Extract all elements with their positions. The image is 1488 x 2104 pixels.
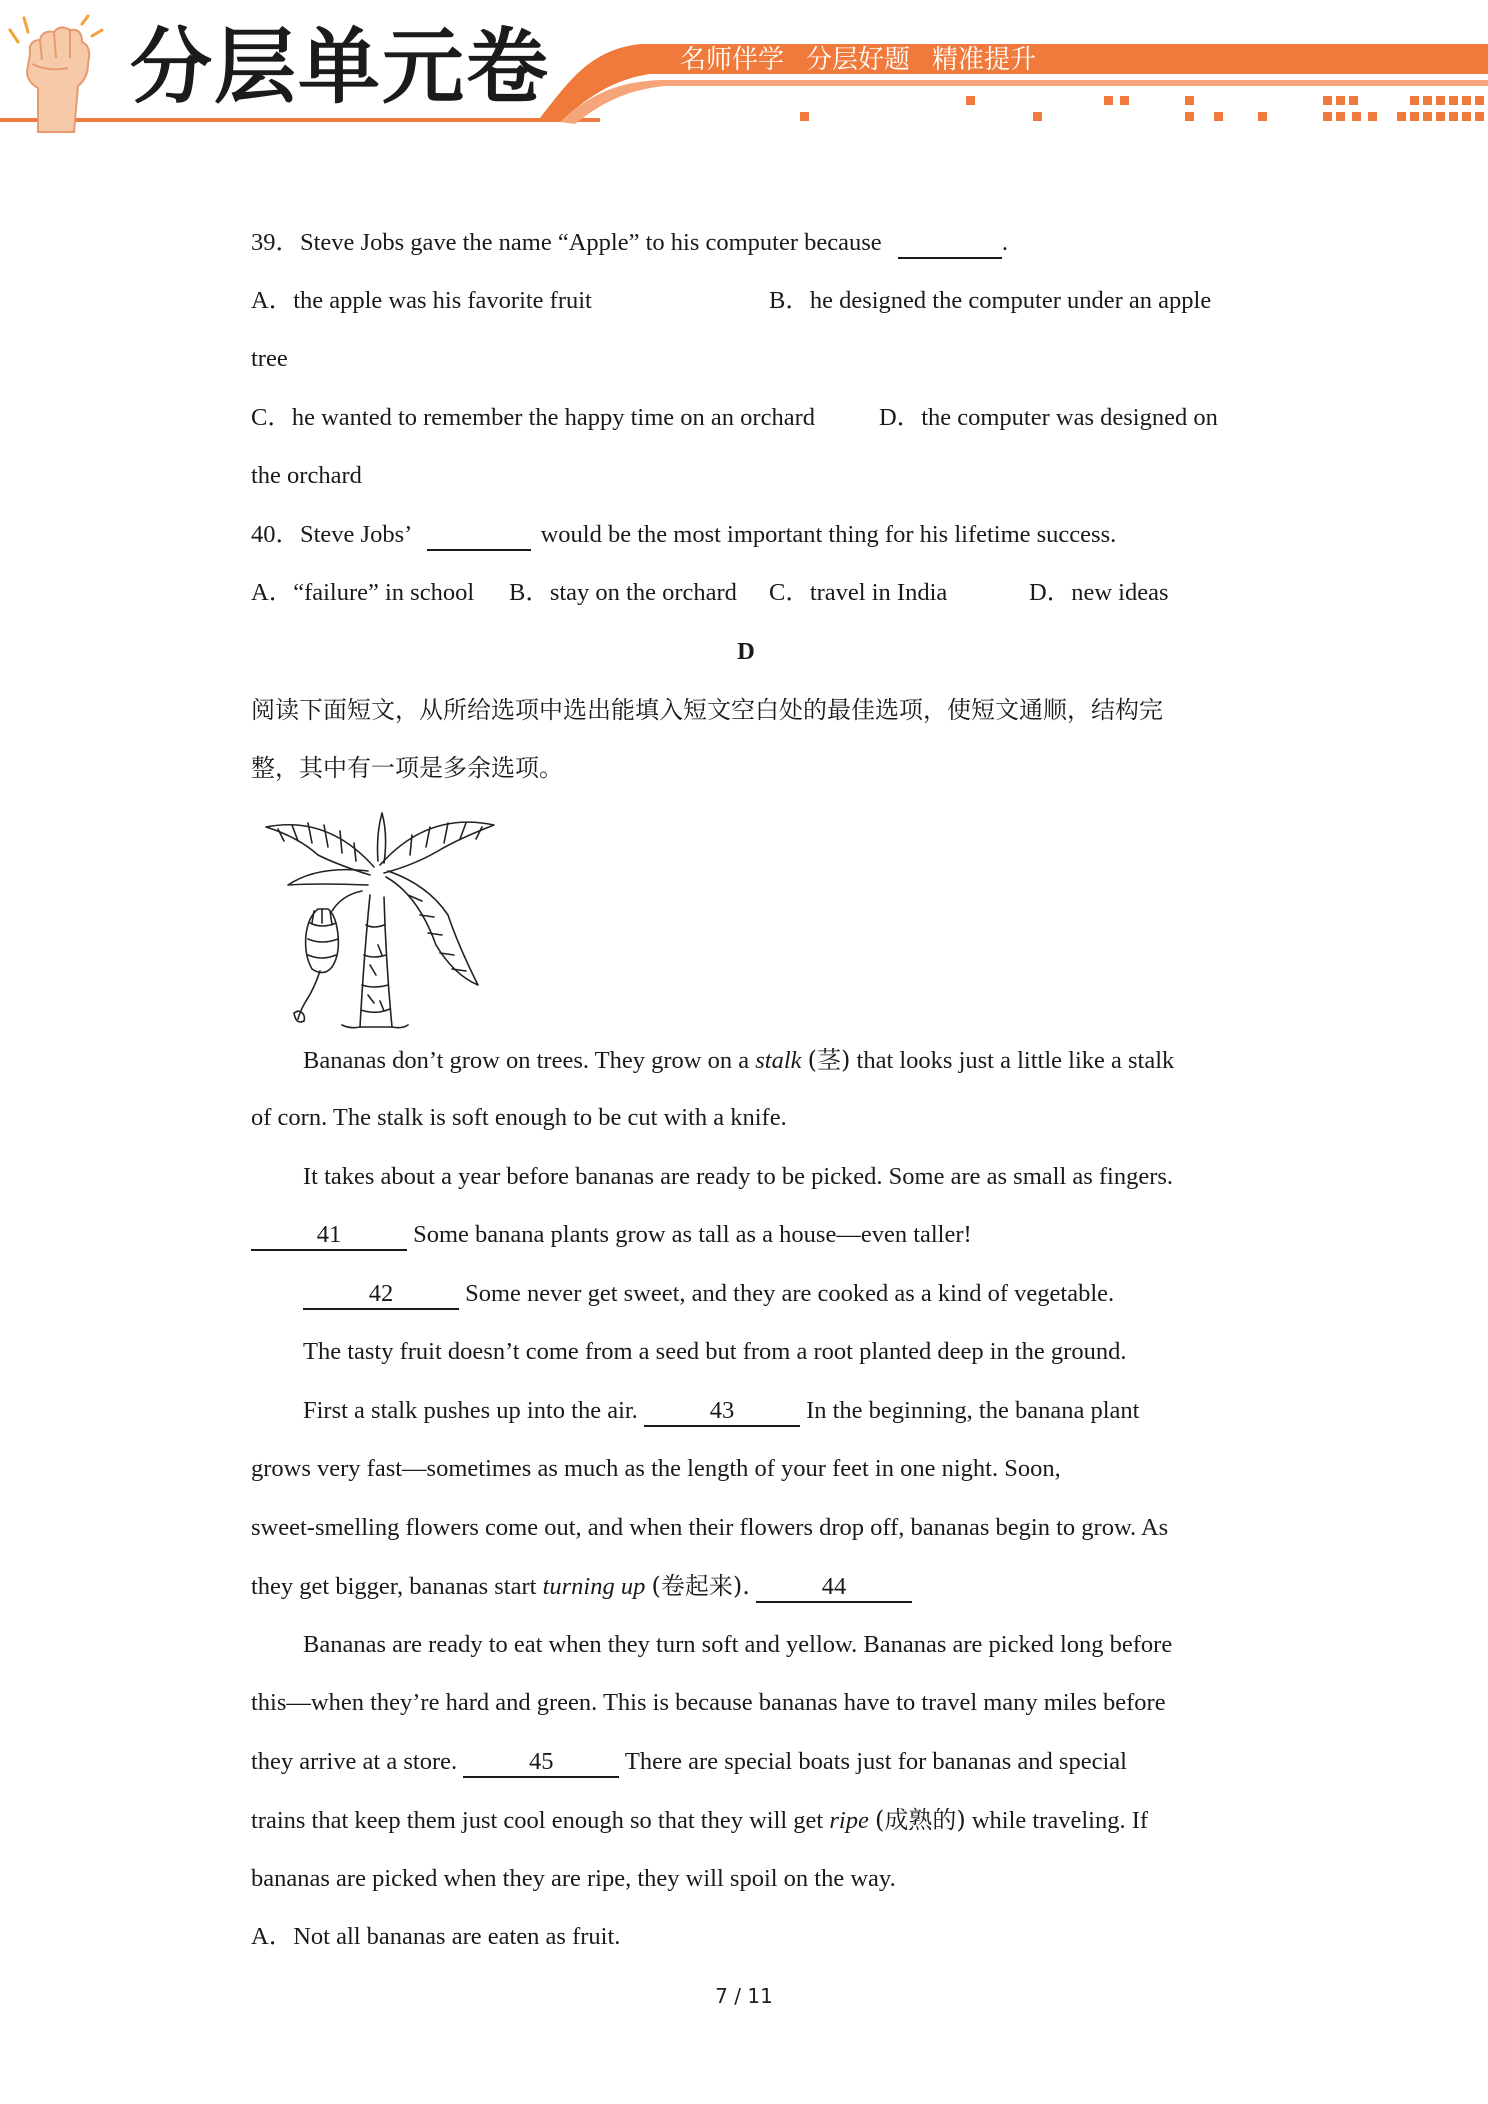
text-span: they get bigger, bananas start	[251, 1573, 537, 1600]
brand-title: 分层单元卷	[130, 20, 551, 115]
passage-line: this—when they’re hard and green. This is because bananas have to travel many miles before	[251, 1689, 1166, 1716]
q40-option-d: D．new ideas	[1029, 579, 1169, 606]
section-instruction-line-2: 整，其中有一项是多余选项。	[251, 754, 563, 782]
passage-line	[303, 1043, 1174, 1078]
chinese-gloss: (茎)	[807, 1046, 851, 1074]
text-span: that looks just a little like a stalk	[856, 1047, 1175, 1074]
passage-line: of corn. The stalk is soft enough to be cut with a knife.	[251, 1104, 787, 1131]
text-span: while traveling. If	[971, 1807, 1149, 1834]
answer-blank-45: 45	[463, 1748, 619, 1778]
italic-term: stalk	[755, 1047, 802, 1074]
q40-option-a: A．“failure” in school	[251, 579, 475, 606]
passage-line: It takes about a year before bananas are ready to be picked. Some are as small as fingers.	[303, 1163, 1174, 1190]
text-span: In the beginning, the banana plant	[806, 1397, 1140, 1424]
question-39-stem	[251, 226, 1008, 260]
q39-option-b-continued: tree	[251, 345, 288, 372]
page-header	[0, 0, 1488, 140]
passage-line	[303, 1394, 1139, 1428]
q39-option-d: D．the computer was designed on	[879, 404, 1218, 431]
slogan-2: 分层好题	[806, 45, 911, 75]
answer-blank-41: 41	[251, 1221, 407, 1251]
text-span: Bananas don’t grow on trees. They grow on a	[303, 1047, 750, 1074]
passage-line	[251, 1745, 1127, 1779]
page-number: 7 / 11	[715, 1984, 773, 2008]
passage-line	[303, 1277, 1114, 1311]
question-39-period: .	[1001, 229, 1008, 256]
answer-option-a: A．Not all bananas are eaten as fruit.	[251, 1923, 621, 1950]
text-span: First a stalk pushes up into the air.	[303, 1397, 638, 1424]
answer-blank-43: 43	[644, 1397, 800, 1427]
q39-option-b: B．he designed the computer under an apple	[769, 287, 1212, 314]
section-instruction-line-1: 阅读下面短文，从所给选项中选出能填入短文空白处的最佳选项，使短文通顺，结构完	[251, 696, 1163, 724]
question-40-text-end: would be the most important thing for his lifetime success.	[540, 521, 1117, 548]
question-40-text: 40．Steve Jobs’	[251, 521, 411, 548]
q39-option-c: C．he wanted to remember the happy time on an orchard	[251, 404, 815, 431]
q40-option-c: C．travel in India	[769, 579, 948, 606]
text-span: There are special boats just for bananas and special	[624, 1748, 1127, 1775]
text-span: Some banana plants grow as tall as a house—even taller!	[413, 1221, 972, 1248]
text-span: trains that keep them just cool enough so that they will get	[251, 1807, 824, 1834]
slogan-3: 精准提升	[932, 45, 1037, 75]
passage-line: bananas are picked when they are ripe, they will spoil on the way.	[251, 1865, 896, 1892]
section-letter: D	[737, 638, 755, 665]
banana-plant-illustration	[258, 805, 500, 1030]
passage-line	[251, 1803, 1148, 1838]
answer-blank-44: 44	[756, 1573, 912, 1603]
question-39-text: 39．Steve Jobs gave the name “Apple” to his computer because	[251, 229, 882, 256]
answer-blank-42: 42	[303, 1280, 459, 1310]
slogan-1: 名师伴学	[680, 45, 785, 75]
italic-term: turning up	[542, 1573, 646, 1600]
q39-option-d-continued: the orchard	[251, 462, 362, 489]
passage-line: grows very fast—sometimes as much as the length of your feet in one night. Soon,	[251, 1455, 1061, 1482]
fist-icon	[8, 14, 104, 138]
answer-blank-40	[427, 521, 531, 551]
q39-option-a: A．the apple was his favorite fruit	[251, 287, 592, 314]
passage-line: The tasty fruit doesn’t come from a seed but from a root planted deep in the ground.	[303, 1338, 1127, 1365]
passage-line	[251, 1218, 972, 1252]
passage-line: Bananas are ready to eat when they turn soft and yellow. Bananas are picked long before	[303, 1631, 1173, 1658]
text-span: Some never get sweet, and they are cooked as a kind of vegetable.	[465, 1280, 1115, 1307]
answer-blank-39	[898, 229, 1002, 259]
passage-line: sweet-smelling flowers come out, and when their flowers drop off, bananas begin to grow. As	[251, 1514, 1169, 1541]
text-span: they arrive at a store.	[251, 1748, 458, 1775]
passage-line	[251, 1569, 912, 1604]
question-40-stem	[251, 518, 1116, 552]
q40-option-b: B．stay on the orchard	[509, 579, 737, 606]
chinese-gloss: (成熟的)	[874, 1806, 966, 1834]
chinese-gloss: (卷起来).	[651, 1572, 750, 1600]
italic-term: ripe	[829, 1807, 869, 1834]
